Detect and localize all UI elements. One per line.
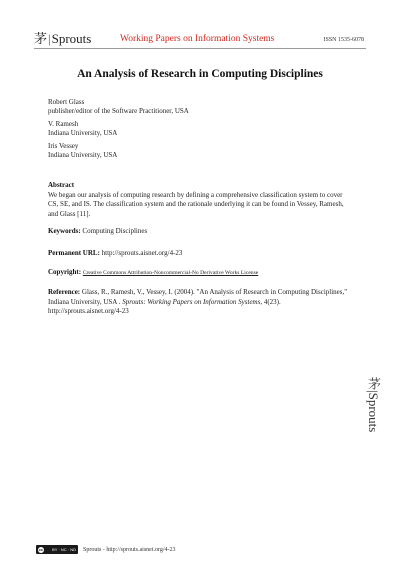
- permanent-url-label: Permanent URL:: [48, 249, 100, 257]
- paper-title: An Analysis of Research in Computing Disciplines: [77, 68, 323, 80]
- cc-badge-text: BY · NC · ND: [52, 547, 76, 552]
- keywords-label: Keywords:: [48, 227, 81, 235]
- keywords-section: [48, 227, 348, 237]
- author-affiliation: publisher/editor of the Software Practitioner, USA: [48, 107, 189, 115]
- sprouts-logo-text: Sprouts: [51, 31, 92, 46]
- author-block: [48, 98, 348, 116]
- side-logo-text: Sprouts: [366, 392, 381, 433]
- author-name: Iris Vessey: [48, 142, 79, 150]
- page-footer: [36, 545, 176, 554]
- copyright-section: [48, 268, 348, 279]
- reference-text-end: , 4(23). http://sprouts.aisnet.org/4-23: [48, 297, 281, 315]
- reference-section: [48, 288, 348, 317]
- footer-text: Sprouts - http://sprouts.aisnet.org/4-23: [83, 546, 176, 553]
- permanent-url-link[interactable]: http://sprouts.aisnet.org/4-23: [101, 249, 183, 257]
- side-logo-glyph: 茅: [366, 377, 381, 390]
- copyright-label: Copyright:: [48, 268, 82, 276]
- cc-license-badge[interactable]: [36, 545, 78, 554]
- reference-text: Glass, R., Ramesh, V., Vessey, I. (2004). "An Analysis of Research in Computing Disciplines," Indiana University, USA .: [48, 288, 348, 306]
- sprouts-logo: 茅|Sprouts: [34, 31, 92, 46]
- license-link[interactable]: Creative Commons Attribution-Noncommercial-No Derivative Works License: [82, 270, 259, 276]
- author-block: [48, 142, 348, 160]
- cc-icon: cc: [39, 547, 43, 552]
- abstract-text: We began our analysis of computing research by defining a comprehensive classification system to cover CS, SE, and IS. The classification system and the rationale underlying it can be found in Vessey, Ramesh, and Glass [11].: [48, 190, 344, 218]
- author-block: [48, 120, 348, 138]
- abstract-label: Abstract: [48, 181, 75, 189]
- reference-label: Reference:: [48, 288, 81, 296]
- keywords-text: Computing Disciplines: [82, 227, 148, 235]
- author-name: Robert Glass: [48, 98, 85, 106]
- sprouts-logo-glyph: 茅: [34, 31, 48, 46]
- reference-journal: Sprouts: Working Papers on Information Systems: [122, 297, 261, 306]
- permanent-url-section: [48, 249, 348, 259]
- journal-name: Working Papers on Information Systems: [120, 34, 275, 44]
- issn: ISSN 1535-6078: [323, 37, 364, 43]
- side-sprouts-logo: 茅|Sprouts: [366, 377, 381, 433]
- abstract-section: [48, 181, 348, 219]
- author-affiliation: Indiana University, USA: [48, 151, 118, 159]
- page-header: [34, 26, 366, 49]
- author-name: V. Ramesh: [48, 120, 79, 128]
- author-affiliation: Indiana University, USA: [48, 129, 118, 137]
- author-list: [48, 98, 348, 164]
